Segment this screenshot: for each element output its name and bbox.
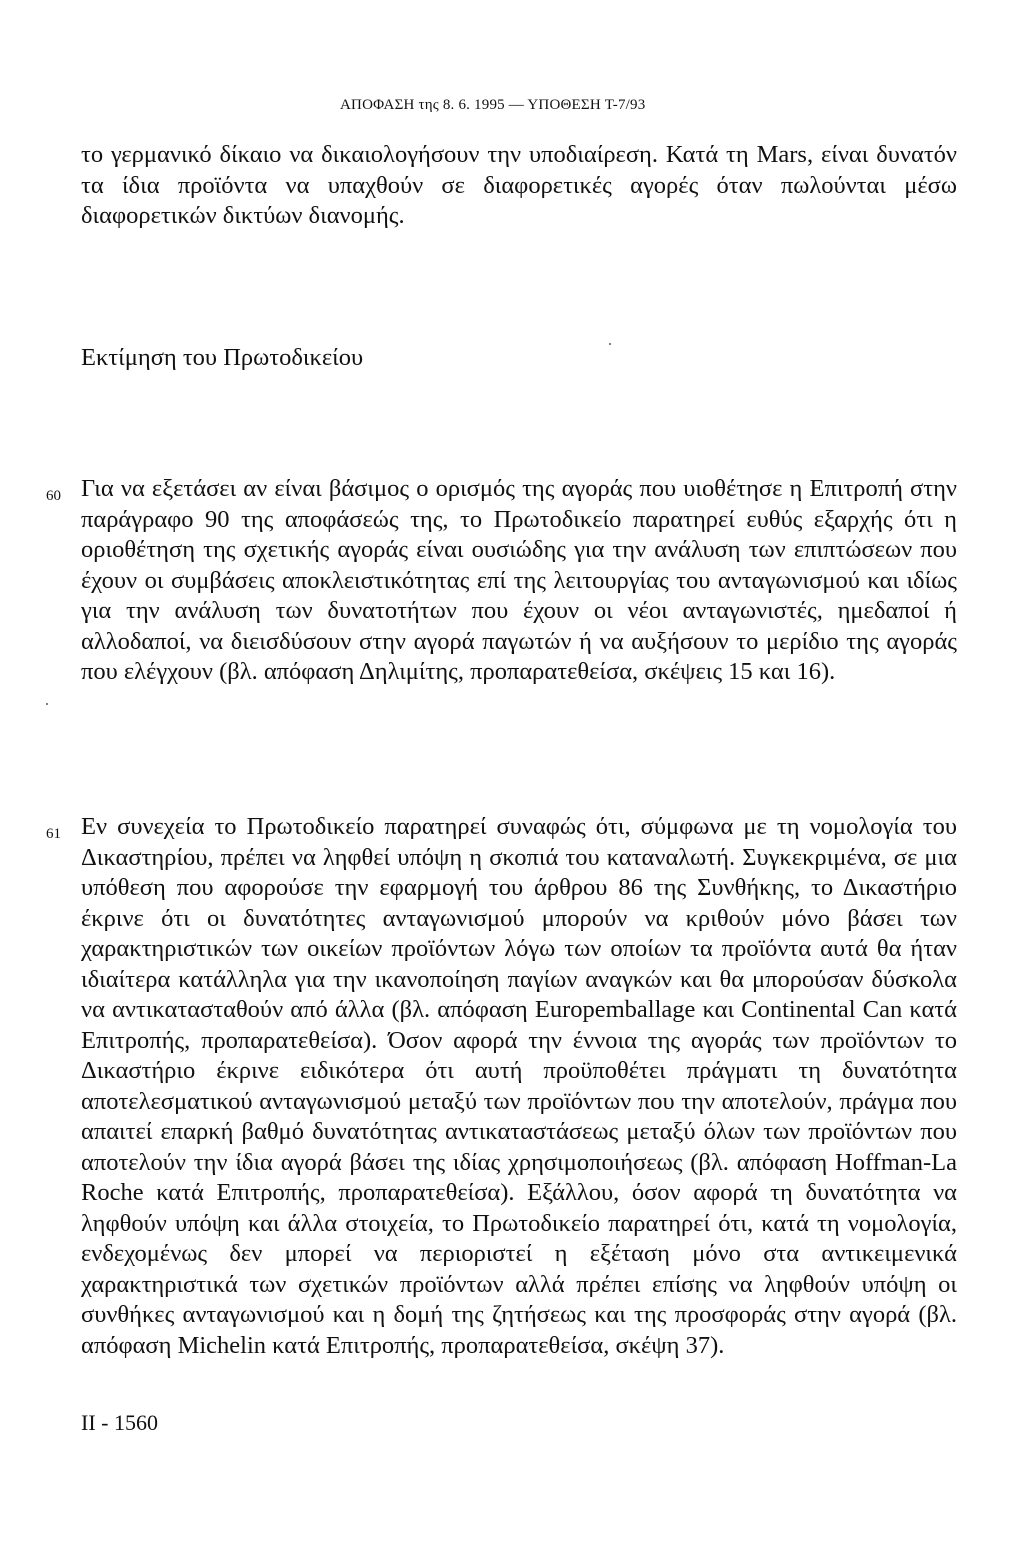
paragraph-number: 60 [46,488,61,504]
paragraph-number: 61 [46,826,61,842]
paragraph-60: Για να εξετάσει αν είναι βάσιμος ο ορισμός της αγοράς που υιοθέτησε η Επιτροπή στην παράγραφο 90 της αποφάσεώς της, το Πρωτοδικείο παρατηρεί ευθύς εξαρχής ότι η οριοθέτηση της σχετικής αγοράς είναι ουσιώδης για την ανάλυση των επιπτώσεων που έχουν οι συμβάσεις αποκλειστικότητας επί της λειτουργίας του ανταγωνισμού και ιδίως για την ανάλυση των δυνατοτήτων που έχουν οι νέοι ανταγωνιστές, ημεδαποί ή αλλοδαποί, να διεισδύσουν στην αγορά παγωτών ή να αυξήσουν το μερίδιο της αγοράς που ελέγχουν (βλ. απόφαση Δηλιμίτης, προπαρατεθείσα, σκέψεις 15 και 16). [81,475,957,685]
section-heading: Εκτίμηση του Πρωτοδικείου [81,344,364,371]
intro-paragraph: το γερμανικό δίκαιο να δικαιολογήσουν την υποδιαίρεση. Κατά τη Mars, είναι δυνατόν τα ίδια προϊόντα να υπαχθούν σε διαφορετικές αγορές όταν πωλούνται μέσω διαφορετικών δικτύων διανομής. [81,141,957,229]
page-number: II - 1560 [81,1410,158,1435]
scan-speck [46,703,48,705]
paragraph-61: Εν συνεχεία το Πρωτοδικείο παρατηρεί συναφώς ότι, σύμφωνα με τη νομολογία του Δικαστηρίου, πρέπει να ληφθεί υπόψη η σκοπιά του καταναλωτή. Συγκεκριμένα, σε μια υπόθεση που αφορούσε την εφαρμογή του άρθρου 86 της Συνθήκης, το Δικαστήριο έκρινε ότι οι δυνατότητες ανταγωνισμού μπορούν να κριθούν μόνο βάσει των χαρακτηριστικών των οικείων προϊόντων λόγω των οποίων τα προϊόντα αυτά θα ήταν ιδιαίτερα κατάλληλα για την ικανοποίηση παγίων αναγκών και θα μπορούσαν δύσκολα να αντικατασταθούν από άλλα (βλ. απόφαση Europemballage και Continental Can κατά Επιτροπής, προπαρατεθείσα). Όσον αφορά την έννοια της αγοράς των προϊόντων το Δικαστήριο έκρινε ειδικότερα ότι αυτή προϋποθέτει πράγματι τη δυνατότητα αποτελεσματικού ανταγωνισμού μεταξύ των προϊόντων που την αποτελούν, πράγμα που απαιτεί επαρκή βαθμό δυνατότητας αντικαταστάσεως μεταξύ όλων των προϊόντων που αποτελούν την ίδια αγορά βάσει της ιδίας χρησιμοποιήσεως (βλ. απόφαση Hoffman-La Roche κατά Επιτροπής, προπαρατεθείσα). Εξάλλου, όσον αφορά τη δυνατότητα να ληφθούν υπόψη και άλλα στοιχεία, το Πρωτοδικείο παρατηρεί ότι, κατά τη νομολογία, ενδεχομένως δεν μπορεί να περιοριστεί η εξέταση μόνο στα αντικειμενικά χαρακτηριστικά των σχετικών προϊόντων αλλά πρέπει επίσης να ληφθούν υπόψη οι συνθήκες ανταγωνισμού και η δομή της ζητήσεως και της προσφοράς στην αγορά (βλ. απόφαση Michelin κατά Επιτροπής, προπαρατεθείσα, σκέψη 37). [81,813,957,1359]
scan-speck [609,343,611,345]
running-header: ΑΠΟΦΑΣΗ της 8. 6. 1995 — ΥΠΟΘΕΣΗ T-7/93 [340,97,646,113]
